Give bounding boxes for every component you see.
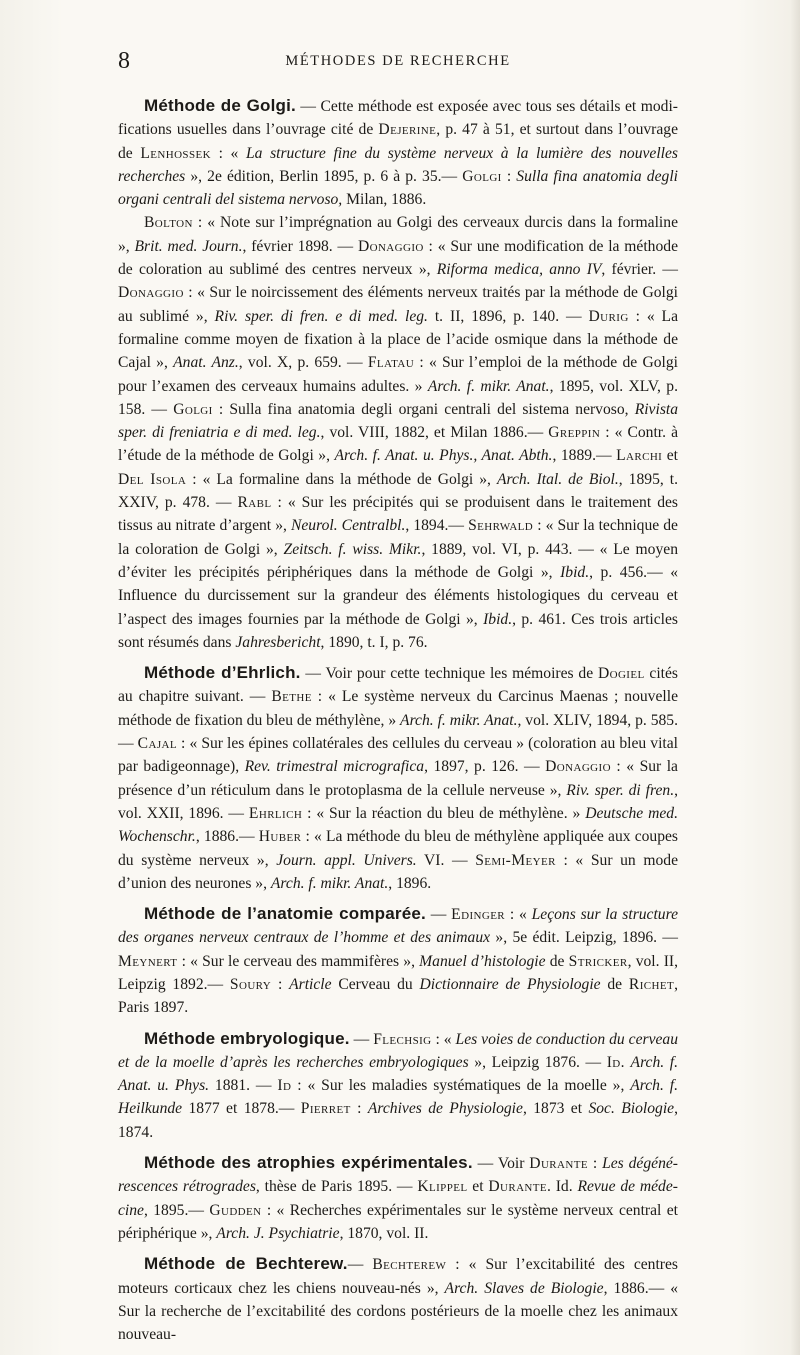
title-text: Arch. f. Anat. u. Phys., Anat. Abth. [334,447,553,465]
title-text: Arch. Ital. de Biol. [496,470,619,488]
section-lead-paragraph [118,902,678,1019]
title-text: Riv. sper. di fren. [566,781,675,799]
text-run: Milan, 1886. [342,191,427,209]
section-lead-paragraph [118,1252,678,1346]
text-run: : [587,1155,603,1173]
author-name: Bethe [271,688,312,706]
text-run: VI. — [416,851,476,869]
text-run: 1877 et 1878.— [182,1100,301,1118]
author-name: Flechsig [373,1030,432,1048]
title-text: Les voies de conduction du cerveau et de la moelle d’après les recherches embryologiques [118,1030,679,1071]
title-text: Leçons sur la structure des organes nerveux centraux de l’homme et des animaux [118,906,679,947]
text-run: , 1897, p. 126. — [424,758,546,776]
text-run: cités au chapitre suivant. — [118,665,678,706]
author-name: Cajal [137,735,177,753]
text-run: — [347,1256,373,1274]
text-run: : « Sur le cerveau des mammifères », [177,952,420,970]
section [118,1151,678,1245]
author-name: Golgi [173,400,213,418]
author-name: Soury [229,975,272,993]
author-name: Gudden [209,1201,262,1219]
section [118,1252,678,1346]
section-lead-paragraph [118,1151,678,1245]
section-heading: Méthode de Bechterew. [144,1254,348,1274]
author-name: Stricker [568,952,628,970]
author-name: Donaggio [118,284,184,302]
text-run: . Id. [547,1178,578,1196]
text-run: , 1895, vol. XLV, p. 158. — [118,377,678,418]
text-run: , 1870, vol. II. [339,1224,429,1242]
author-name: Flatau [367,354,415,372]
text-run: , 1886.— [195,828,259,846]
title-text: Arch. f. Anat. u. Phys. [118,1053,679,1095]
text-run: , février 1898. — [242,237,358,255]
section-heading: Méthode des atrophies expérimentales. [144,1153,473,1173]
title-text: Ibid. [560,563,590,581]
text-run: : « La formaline comme moyen de fixation à la place de l’acide osmique dans la méthode de Cajal », [118,307,678,372]
text-run: : « La méthode du bleu de méthylène appliquée aux coupes du système nerveux », [118,828,679,869]
text-run: , vol. X, p. 659. — [238,354,368,372]
title-text: Anat. Anz. [173,354,239,372]
text-run: », Leipzig 1876. — [468,1053,607,1071]
text-run: : « Contr. à l’étude de la méthode de Golgi », [118,424,678,465]
text-run: : « [210,144,246,162]
author-name: Huber [258,828,302,846]
text-run: : « [505,906,532,924]
title-text: Zeitsch. f. wiss. Mikr. [283,540,422,558]
text-run: , 1873 et [522,1100,589,1118]
text-run: : « Sur la technique de la coloration de Golgi », [118,517,678,558]
author-name: Bolton [144,214,193,232]
author-name: Durante [529,1155,588,1173]
title-text: Article [289,975,332,993]
title-text: Arch. Slaves de Biologie [444,1279,604,1297]
author-name: Donaggio [545,758,611,776]
text-run: , 1895, t. XXIV, p. 478. — [118,470,679,512]
author-name: Klippel [417,1178,468,1196]
author-name: Durig [588,307,629,325]
author-name: Dejerine [378,121,437,139]
title-text: Brit. med. Journ. [134,237,243,255]
title-text: Arch. f. mikr. Anat. [270,874,389,892]
text-run: — Voir [472,1155,530,1173]
running-head: MÉTHODES DE RECHERCHE [285,53,511,69]
text-run: , vol. XLIV, 1894, p. 585.— [118,711,678,753]
title-text: Les dégénérescences rétrogrades [118,1155,678,1196]
author-name: Edinger [451,906,506,924]
text-run: , 1894.— [405,517,469,535]
title-text: Jahresbericht [235,633,321,651]
author-name: Bechterew [372,1256,447,1274]
section [118,1027,678,1144]
text-run: et [467,1178,489,1196]
text-run: , 1895.— [143,1201,210,1219]
text-run: , p. 47 à 51, et surtout dans l’ouvrage de [118,121,678,162]
text-run: 1881. — [209,1077,278,1095]
author-name: Id [277,1077,292,1095]
text-run: : « Sur la présence d’un réticulum dans le protoplasma de la cellule nerveuse », [118,758,678,799]
text-run: : « [431,1030,456,1048]
page-edge-shadow [790,0,800,1355]
title-text: Rivista sper. di freniatria e di med. leg. [118,400,679,442]
author-name: Greppin [548,424,601,442]
text-run: , 1889, vol. VI, p. 443. — « Le moyen d’éviter les précipités périphériques dans la méthode de Golgi », [118,540,678,581]
text-run: t. II, 1896, p. 140. — [427,307,589,325]
text-run: : « Sur la réaction du bleu de méthylène. » [302,804,586,822]
title-text: Revue de médecine [118,1178,678,1219]
text-run: , 1886.— « Sur la recherche de l’excitabilité des cordons postérieurs de la moelle chez les animaux nouveau- [118,1279,679,1344]
title-text: Arch. f. mikr. Anat. [427,377,550,395]
section-lead-paragraph [118,1027,678,1144]
section-heading: Méthode embryologique. [144,1028,350,1048]
author-name: Rabl [237,494,272,512]
author-name: Lenhossek [140,144,211,162]
text-run: : « Sur les précipités qui se produisent dans le traitement des tissus au nitrate d’argent », [118,494,678,535]
author-name: Del Isola [118,470,187,488]
text-run: , 1874. [118,1100,678,1141]
author-name: Id. [606,1053,625,1071]
text-run: — [425,906,452,924]
author-name: Larchi [616,447,663,465]
title-text: Arch. J. Psychiatrie [216,1224,340,1242]
text-run: — [349,1030,374,1048]
text-run: — Cette méthode est exposée avec tous ses détails et modifications usuelles dans l’ouvrage cité de [118,98,678,139]
text-run: : « Sur un mode d’union des neurones », [118,851,678,892]
section [118,94,678,654]
text-run: : « Sur l’excitabilité des centres moteurs corticaux chez les chiens nouveau-nés », [118,1256,678,1297]
text-run: : « Note sur l’imprégnation au Golgi des cerveaux durcis dans la formaline », [118,214,678,255]
text-run: : « Sur le noircissement des éléments nerveux traités par la méthode de Golgi au sublimé », [118,284,678,325]
text-run: Cerveau du [331,975,420,993]
author-name: Dogiel [597,665,645,683]
text-run: : « Sur l’emploi de la méthode de Golgi pour l’examen des cerveaux humains adultes. » [118,354,678,395]
text-run: , 1890, t. I, p. 76. [320,633,428,651]
title-text: Archives de Physiologie [367,1100,523,1118]
title-text: La structure fine du système nerveux à la lumière des nouvelles recherches [118,144,679,185]
section-heading: Méthode d’Ehrlich. [144,663,301,683]
section-heading: Méthode de l’anatomie comparée. [144,904,426,924]
author-name: Pierret [300,1100,351,1118]
text-run: , vol. XXII, 1896. — [118,781,679,822]
body-text [118,94,678,1353]
title-text: Arch. f. Heilkunde [118,1077,679,1118]
text-run: : [350,1100,368,1118]
author-name: Sehrwald [468,517,534,535]
text-run: : [501,167,517,185]
text-run: : « Le système nerveux du Carcinus Maenas ; nouvelle méthode de fixation du bleu de méthylène, » [118,688,678,729]
text-run: », 2e édition, Berlin 1895, p. 6 à p. 35.— [185,167,463,185]
text-run: : « Sur les maladies systématiques de la moelle », [291,1077,631,1095]
author-name: Meynert [118,952,178,970]
title-text: Manuel d’histologie [419,952,546,970]
title-text: Riforma medica, anno IV [436,261,602,279]
text-run: : [271,975,290,993]
page-number: 8 [118,48,130,74]
title-text: Soc. Biologie [588,1100,675,1118]
text-run: — Voir pour cette technique les mémoires de [300,665,598,683]
title-text: Arch. f. mikr. Anat. [400,711,518,729]
section [118,902,678,1019]
section-heading: Méthode de Golgi. [144,96,296,115]
author-name: Semi-Meyer [475,851,556,869]
section-lead-paragraph [118,661,678,895]
text-run: : « Recherches expérimentales sur le système nerveux central et périphérique », [118,1201,679,1242]
text-run: , vol. II, Leipzig 1892.— [118,952,679,993]
text-run: , Paris 1897. [118,975,678,1017]
text-run: , février. — [601,261,678,279]
text-run: , p. 461. Ces trois articles sont résumés dans [118,610,678,651]
title-text: Deutsche med. Wochenschr. [118,804,679,846]
text-run: : « Sur une modification de la méthode de coloration au sublimé des centres nerveux », [118,237,678,279]
text-run: de [600,975,629,993]
text-run: et [662,447,679,465]
title-text: Journ. appl. Univers. [276,851,417,869]
text-run: de [545,952,569,970]
title-text: Dictionnaire de Physiologie [419,975,601,993]
author-name: Richet [628,975,675,993]
text-run: , vol. VIII, 1882, et Milan 1886.— [320,424,549,442]
page-header [118,48,678,74]
title-text: Ibid. [483,610,513,628]
section [118,661,678,895]
section-lead-paragraph [118,94,678,211]
text-run: : « La formaline dans la méthode de Golgi », [186,470,497,488]
text-run: , p. 456.— « Influence du durcissement sur la grandeur des éléments histologiques du cerveau et l’aspect des images fournies par la méthode de Golgi », [118,563,678,628]
title-text: Sulla fina anatomia degli organi centrali del sistema nervoso, [118,167,678,209]
text-run: : Sulla fina anatomia degli organi centrali del sistema nervoso, [212,400,635,418]
author-name: Golgi [462,167,502,185]
text-run: , 1889.— [552,447,617,465]
text-run: , thèse de Paris 1895. — [255,1178,418,1196]
author-name: Ehrlich [248,804,303,822]
title-text: Riv. sper. di fren. e di med. leg. [214,307,428,325]
author-name: Donaggio [357,237,424,255]
text-run: : « Sur les épines collatérales des cellules du cerveau » (coloration au bleu vital par badigeonnage), [118,735,678,776]
text-run: », 5e édit. Leipzig, 1896. — [490,929,678,947]
paragraph [118,211,678,654]
text-run: , 1896. [388,874,432,892]
author-name: Durante [488,1178,548,1196]
title-text: Rev. trimestral micrografica [244,758,425,776]
title-text: Neurol. Centralbl. [290,517,406,535]
